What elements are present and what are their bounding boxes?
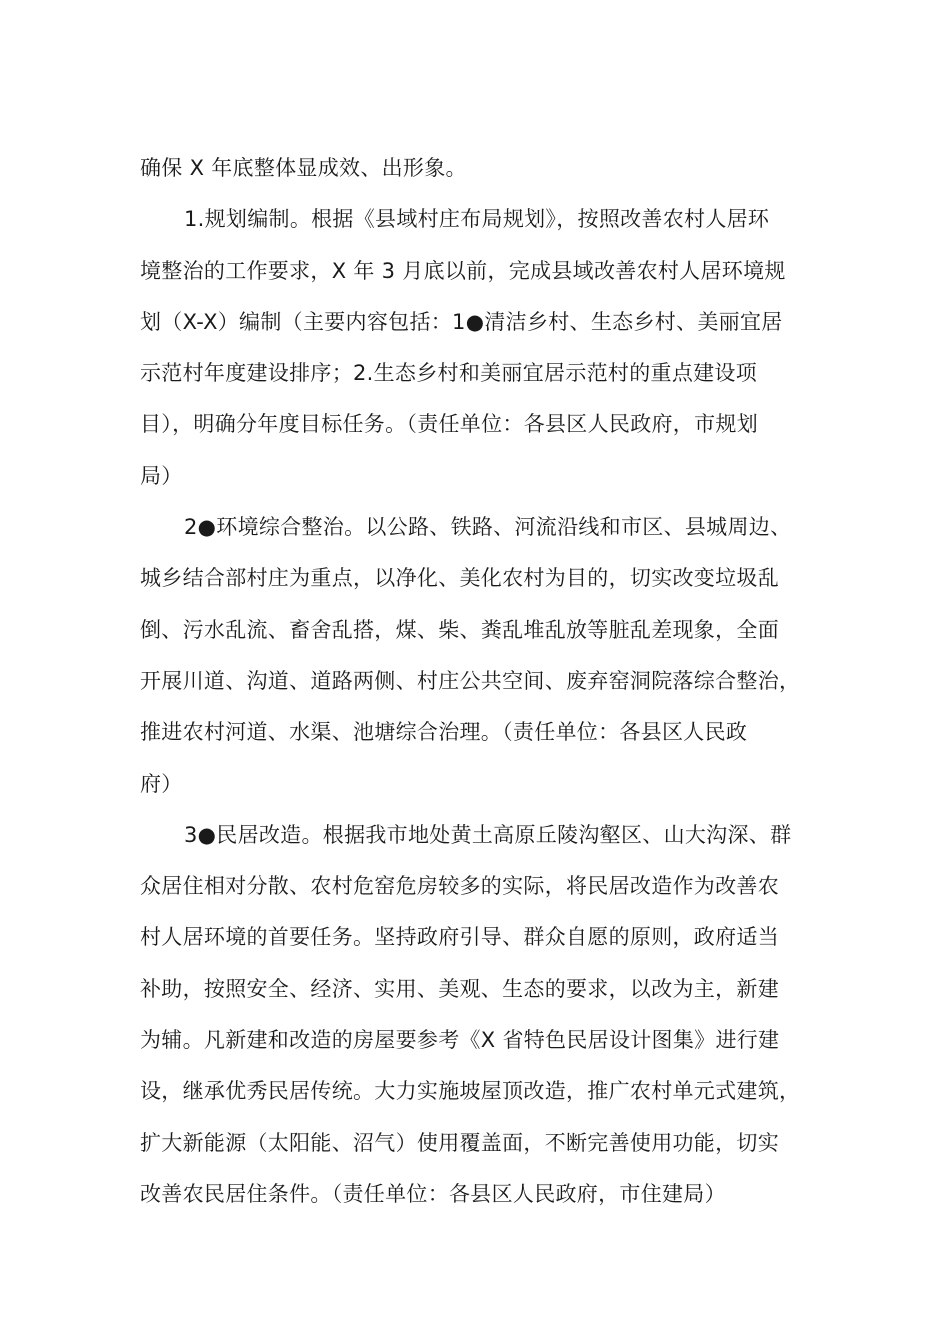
text-line: 城乡结合部村庄为重点，以净化、美化农村为目的，切实改变垃圾乱 (140, 566, 779, 591)
text-line: 村人居环境的首要任务。坚持政府引导、群众自愿的原则，政府适当 (140, 925, 779, 950)
text-line: 推进农村河道、水渠、池塘综合治理。（责任单位：各县区人民政 (140, 720, 748, 745)
text-line: 扩大新能源（太阳能、沼气）使用覆盖面，不断完善使用功能，切实 (140, 1130, 779, 1155)
text-line: 划（X-X）编制（主要内容包括：1●清洁乡村、生态乡村、美丽宜居 (140, 309, 783, 334)
section-1-heading-line: 1.规划编制。根据《县域村庄布局规划》，按照改善农村人居环 (184, 207, 770, 232)
text-line: 目），明确分年度目标任务。（责任单位：各县区人民政府，市规划 (140, 412, 758, 437)
section-2-heading-line: 2●环境综合整治。以公路、铁路、河流沿线和市区、县城周边、 (184, 515, 792, 540)
text-line: 众居住相对分散、农村危窑危房较多的实际，将民居改造作为改善农 (140, 874, 779, 899)
text-line: 府） (140, 771, 183, 796)
text-line: 补助，按照安全、经济、实用、美观、生态的要求，以改为主，新建 (140, 976, 779, 1001)
text-line: 境整治的工作要求，X 年 3 月底以前，完成县域改善农村人居环境规 (140, 258, 786, 283)
text-line: 设，继承优秀民居传统。大力实施坡屋顶改造，推广农村单元式建筑， (140, 1079, 801, 1104)
text-line: 改善农民居住条件。（责任单位：各县区人民政府，市住建局） (140, 1181, 726, 1206)
text-line: 为辅。凡新建和改造的房屋要参考《X 省特色民居设计图集》进行建 (140, 1028, 780, 1053)
text-line: 开展川道、沟道、道路两侧、村庄公共空间、废弃窑洞院落综合整治， (140, 668, 801, 693)
text-line: 局） (140, 463, 183, 488)
section-3-heading-line: 3●民居改造。根据我市地处黄土高原丘陵沟壑区、山大沟深、群 (184, 822, 792, 847)
text-line: 倒、污水乱流、畜舍乱搭，煤、柴、粪乱堆乱放等脏乱差现象，全面 (140, 617, 779, 642)
text-line: 确保 X 年底整体显成效、出形象。 (140, 156, 467, 180)
text-line: 示范村年度建设排序；2.生态乡村和美丽宜居示范村的重点建设项 (140, 361, 758, 386)
document-body (140, 143, 830, 1220)
